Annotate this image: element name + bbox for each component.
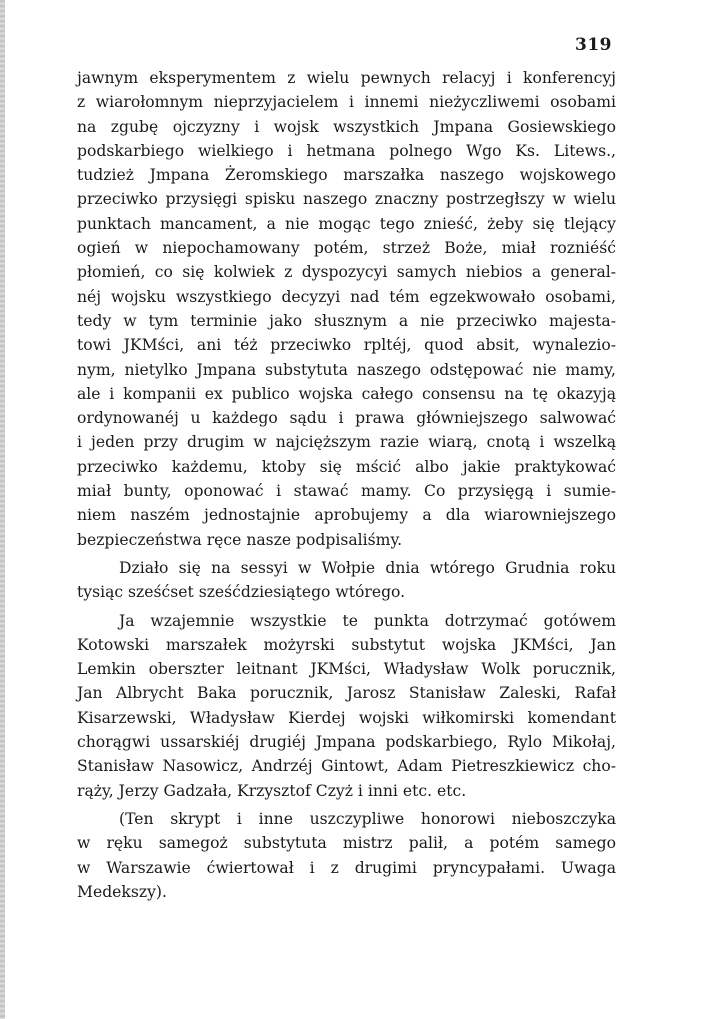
text-line: Kotowski marszałek możyrski substytut wojska JKMści, Jan xyxy=(77,635,616,654)
text-line: punktach mancament, a nie mogąc tego znieść, żeby się tlejący xyxy=(77,214,616,233)
text-line: bezpieczeństwa ręce nasze podpisaliśmy. xyxy=(77,530,403,549)
text-line: Medekszy). xyxy=(77,882,167,901)
text-line: na zgubę ojczyzny i wojsk wszystkich Jmpana Gosiewskiego xyxy=(77,117,616,136)
text-line: rąży, Jerzy Gadzała, Krzysztof Czyż i inni etc. etc. xyxy=(77,781,467,800)
text-line: ogień w niepochamowany potém, strzeż Boże, miał rozniéść xyxy=(77,239,616,258)
text-line: jawnym eksperymentem z wielu pewnych relacyj i konferencyj xyxy=(77,69,616,87)
body-text xyxy=(77,66,616,904)
paragraph-session-date xyxy=(77,556,616,605)
text-line: w Warszawie ćwiertował i z drugimi pryncypałami. Uwaga xyxy=(77,858,616,877)
text-line: niem naszém jednostajnie aprobujemy a dla wiarowniejszego xyxy=(77,506,616,525)
text-line: z wiarołomnym nieprzyjacielem i innemi nieżyczliwemi osobami xyxy=(77,93,616,112)
text-line: w ręku samegoż substytuta mistrz palił, a potém samego xyxy=(77,834,616,853)
text-line: miał bunty, oponować i stawać mamy. Co przysięgą i sumie- xyxy=(77,482,616,501)
text-line: tedy w tym terminie jako słusznym a nie przeciwko majesta- xyxy=(77,311,616,330)
page-binding-edge xyxy=(0,0,5,1019)
text-line: Działo się na sessyi w Wołpie dnia wtórego Grudnia roku xyxy=(119,558,616,577)
text-line: podskarbiego wielkiego i hetmana polnego Wgo Ks. Litews., xyxy=(77,141,616,160)
text-line: tudzież Jmpana Żeromskiego marszałka naszego wojskowego xyxy=(77,166,616,185)
text-line: Ja wzajemnie wszystkie te punkta dotrzymać gotówem xyxy=(119,611,616,630)
text-line: Lemkin oberszter leitnant JKMści, Władysław Wolk porucznik, xyxy=(77,660,616,679)
page-number: 319 xyxy=(575,35,612,55)
text-line: płomień, co się kolwiek z dyspozycyi samych niebios a general- xyxy=(77,263,616,282)
text-line: ale i kompanii ex publico wojska całego consensu na tę okazyją xyxy=(77,384,616,403)
text-line: przeciwko każdemu, ktoby się mścić albo jakie praktykować xyxy=(77,457,616,476)
text-line: néj wojsku wszystkiego decyzyi nad tém egzekwowało osobami, xyxy=(77,287,616,306)
text-line: nym, nietylko Jmpana substytuta naszego odstępować nie mamy, xyxy=(77,360,616,379)
text-line: (Ten skrypt i inne uszczypliwe honorowi nieboszczyka xyxy=(119,809,616,828)
text-line: tysiąc sześćset sześćdziesiątego wtórego. xyxy=(77,583,406,602)
text-line: przeciwko przysięgi spisku naszego znaczny postrzegłszy w wielu xyxy=(77,190,616,209)
text-line: Stanisław Nasowicz, Andrzéj Gintowt, Adam Pietreszkiewicz cho- xyxy=(77,757,616,776)
text-line: towi JKMści, ani téż przeciwko rpltéj, quod absit, wynalezio- xyxy=(77,336,616,355)
text-line: Kisarzewski, Władysław Kierdej wojski wiłkomirski komendant xyxy=(77,708,616,727)
paragraph-editorial-note xyxy=(77,807,616,904)
text-line: ordynowanéj u każdego sądu i prawa główniejszego salwować xyxy=(77,409,616,428)
paragraph-oath-text xyxy=(77,66,616,552)
text-line: Jan Albrycht Baka porucznik, Jarosz Stanisław Zaleski, Rafał xyxy=(77,684,616,703)
text-line: chorągwi ussarskiéj drugiéj Jmpana podskarbiego, Rylo Mikołaj, xyxy=(77,733,616,752)
paragraph-signatories xyxy=(77,609,616,803)
text-line: i jeden przy drugim w najcięższym razie wiarą, cnotą i wszelką xyxy=(77,433,616,452)
